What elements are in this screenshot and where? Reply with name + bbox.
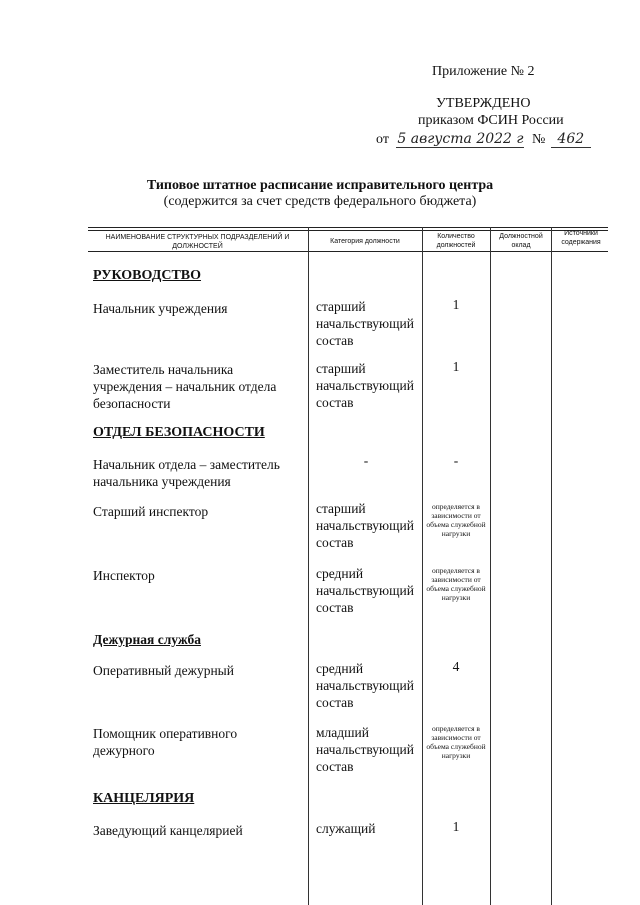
header-col-source: Источники содержания — [561, 230, 601, 246]
header-col-name: НАИМЕНОВАНИЕ СТРУКТУРНЫХ ПОДРАЗДЕЛЕНИЙ И ДОЛЖНОСТЕЙ — [105, 234, 290, 250]
row-quantity: - — [453, 453, 459, 468]
row-category: средний начальствующий состав — [316, 661, 414, 710]
row-category: служащий — [316, 821, 376, 836]
row-quantity-note: определяется в зависимости от объема служебной нагрузки — [426, 724, 486, 760]
section-heading: РУКОВОДСТВО — [93, 268, 202, 283]
section-heading: ОТДЕЛ БЕЗОПАСНОСТИ — [93, 425, 265, 440]
table-top-border-inner — [88, 230, 608, 231]
table-header-separator — [88, 251, 608, 252]
row-quantity: 1 — [452, 819, 460, 834]
order-line: приказом ФСИН России — [418, 113, 564, 128]
order-number-handwritten: 462 — [551, 131, 591, 148]
row-quantity-note: определяется в зависимости от объема служебной нагрузки — [426, 502, 486, 538]
row-quantity: 1 — [452, 297, 460, 312]
row-position-name: Инспектор — [93, 568, 155, 583]
order-date-line — [376, 131, 591, 148]
row-category: младший начальствующий состав — [316, 725, 414, 774]
row-position-name: Оперативный дежурный — [93, 663, 234, 678]
row-category: старший начальствующий состав — [316, 361, 414, 410]
order-date-handwritten: 5 августа 2022 г — [397, 131, 524, 147]
document-subtitle: (содержится за счет средств федерального бюджета) — [163, 194, 477, 209]
row-category: старший начальствующий состав — [316, 501, 414, 550]
table-top-border — [88, 227, 608, 228]
document-title: Типовое штатное расписание исправительного центра — [146, 178, 494, 193]
row-position-name: Заместитель начальника учреждения – начальник отдела безопасности — [93, 362, 277, 411]
row-position-name: Начальник отдела – заместитель начальника учреждения — [93, 457, 280, 489]
header-col-category: Категория должности — [330, 238, 400, 245]
section-heading: КАНЦЕЛЯРИЯ — [93, 791, 195, 806]
col-divider-3 — [490, 227, 491, 905]
appendix-label: Приложение № 2 — [432, 64, 535, 79]
header-col-salary: Должностной оклад — [499, 233, 543, 249]
row-quantity: 1 — [452, 359, 460, 374]
row-quantity-note: определяется в зависимости от объема служебной нагрузки — [426, 566, 486, 602]
row-position-name: Начальник учреждения — [93, 301, 228, 316]
section-heading: Дежурная служба — [93, 632, 201, 647]
header-col-quantity: Количество должностей — [436, 233, 476, 249]
approved-label: УТВЕРЖДЕНО — [436, 96, 531, 111]
col-divider-1 — [308, 227, 309, 905]
row-category: - — [363, 453, 369, 468]
row-category: средний начальствующий состав — [316, 566, 414, 615]
row-position-name: Заведующий канцелярией — [93, 823, 243, 838]
row-quantity: 4 — [452, 659, 460, 674]
col-divider-4 — [551, 227, 552, 905]
row-position-name: Старший инспектор — [93, 504, 209, 519]
row-category: старший начальствующий состав — [316, 299, 414, 348]
number-label: № — [531, 132, 546, 147]
from-label: от — [376, 132, 389, 147]
row-position-name: Помощник оперативного дежурного — [93, 726, 238, 758]
